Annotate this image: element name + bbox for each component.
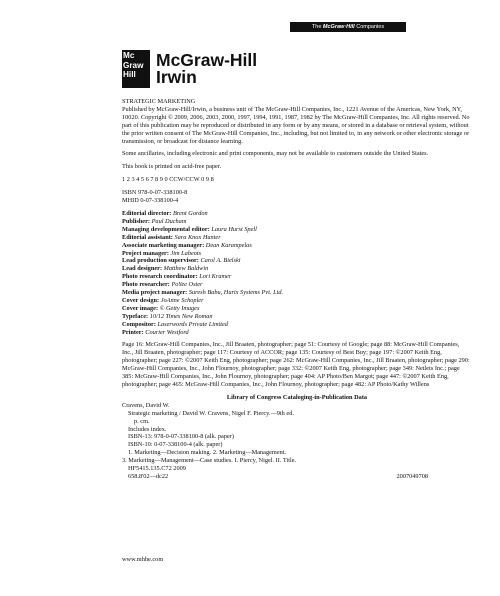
credit-label: Cover design: — [122, 296, 160, 304]
logo-mark-line3: Hill — [123, 70, 136, 79]
cip-title: Library of Congress Cataloging-in-Publication Data — [226, 393, 368, 401]
credit-value: Laserwords Private Limited — [157, 320, 228, 328]
credit-row — [122, 289, 472, 297]
cip-line: ISBN-13: 978-0-07-338100-8 (alk. paper) — [128, 433, 234, 441]
cip-line: p. cm. — [134, 417, 150, 425]
logo-name-line2: Irwin — [156, 67, 197, 87]
credit-value: Sara Knox Hunter — [174, 233, 221, 241]
credit-value: JoAnne Schopler — [160, 296, 204, 304]
credit-row — [122, 242, 472, 250]
logo-wordmark — [156, 50, 257, 86]
cip-line: HF5415.135.C72 2009 — [128, 465, 186, 473]
credit-value: PoYee Oster — [171, 281, 203, 289]
credit-label: Editorial assistant: — [122, 233, 173, 241]
credit-row — [122, 265, 472, 273]
credit-label: Photo researcher: — [122, 281, 170, 289]
credit-label: Typeface: — [122, 312, 149, 320]
print-line: 1 2 3 4 5 6 7 8 9 0 CCW/CCW 0 9 8 — [122, 176, 214, 184]
cip-classification-row — [122, 473, 428, 481]
cip-line: ISBN-10: 0-07-338100-4 (alk. paper) — [128, 441, 223, 449]
credit-row — [122, 210, 472, 218]
credit-value: Suresh Babu, Hurix Systems Pvt. Ltd. — [188, 289, 284, 297]
credit-row — [122, 234, 472, 242]
credit-value: Dean Karampelas — [205, 241, 252, 249]
credit-value: Paul Ducham — [151, 217, 187, 225]
credit-row — [122, 250, 472, 258]
credit-value: Lori Kramer — [199, 273, 232, 281]
credit-label: Editorial director: — [122, 209, 172, 217]
credit-row — [122, 281, 472, 289]
website-url: www.mhhe.com — [122, 556, 164, 563]
book-title: STRATEGIC MARKETING — [122, 98, 196, 105]
banner-prefix: The — [311, 24, 323, 30]
cip-dewey: 658.8'02—dc22 — [128, 472, 169, 480]
acid-free-note: This book is printed on acid-free paper. — [122, 163, 222, 171]
banner-suffix: Companies — [354, 24, 385, 30]
photo-credits: Page 16: McGraw-Hill Companies, Inc., Jill Braaten, photographer; page 51: Courtesy of Google; page 88: McGraw-Hill Companies, Inc., Jill Braaten, photographer; page 117: Courtesy of ACCOR; page 135: Courtesy of Best Buy; page 197: ©2007 Keith Eng, photographer; page 227: ©2007 Keith Eng, photographer; page 262: McGraw-Hill Companies, Inc., Jill Braaten, photographer; page 290: McGraw-Hill Companies, Inc., John Flournoy, photographer; page 332: ©2007 Keith Eng, photographer; page 349: Netlets Inc.; page 385: McGraw-Hill Companies, Inc., John Flournoy, photographer; page 404: AP Photo/Ben Margot; page 447: ©2007 Keith Eng, photographer; page 465: McGraw-Hill Companies, Inc., John Flournoy, photographer; page 482: AP Photo/Kathy Willens — [122, 341, 470, 388]
logo-name-line1: McGraw-Hill — [156, 50, 258, 70]
credit-label: Project manager: — [122, 249, 169, 257]
credits-list — [122, 210, 472, 337]
credit-value: Brent Gordon — [172, 209, 208, 217]
credit-row — [122, 226, 472, 234]
cip-line: 3. Marketing—Management—Case studies. I. Piercy, Nigel. II. Title. — [122, 457, 297, 465]
credit-label: Printer: — [122, 328, 144, 336]
credit-value: Jim Labeots — [170, 249, 202, 257]
logo-mark — [122, 50, 150, 88]
credit-value: Courier Westford — [145, 328, 189, 336]
credit-value: Laura Hurst Spell — [211, 225, 257, 233]
credit-label: Managing developmental editor: — [122, 225, 210, 233]
credit-row — [122, 273, 472, 281]
credit-value: Carol A. Bielski — [200, 257, 241, 265]
credit-row — [122, 313, 472, 321]
logo-mark-line2: Graw — [123, 60, 144, 70]
credit-label: Cover image: — [122, 304, 159, 312]
credit-value: Matthew Baldwin — [163, 265, 209, 273]
cip-line: 1. Marketing—Decision making. 2. Marketing—Management. — [128, 449, 287, 457]
banner-brand: McGraw·Hill — [322, 24, 355, 30]
credit-value: 10/12 Times New Roman — [149, 312, 213, 320]
cip-line: Strategic marketing / David W. Cravens, Nigel F. Piercy.—9th ed. — [128, 409, 294, 417]
cip-author: Cravens, David W. — [122, 401, 170, 409]
isbn: ISBN 978-0-07-338100-8 — [122, 189, 188, 197]
credit-label: Lead production supervisor: — [122, 257, 199, 265]
credit-label: Associate marketing manager: — [122, 241, 205, 249]
mhid: MHID 0-07-338100-4 — [122, 197, 179, 205]
publisher-paragraph: Published by McGraw-Hill/Irwin, a business unit of The McGraw-Hill Companies, Inc., 1221 Avenue of the Americas, New York, NY, 10020. Copyright © 2009, 2006, 2003, 2000, 1997, 1994, 1991, 1987, 1982 by The McGraw-Hill Companies, Inc. All rights reserved. No part of this publication may be reproduced or distributed in any form or by any means, or stored in a database or retrieval system, without the prior written consent of The McGraw-Hill Companies, Inc., including, but not limited to, in any network or other electronic storage or transmission, or broadcast for distance learning. — [122, 105, 470, 145]
credit-label: Photo research coordinator: — [122, 273, 198, 281]
ancillaries-note: Some ancillaries, including electronic and print components, may not be available to customers outside the United States. — [122, 150, 429, 158]
credit-row — [122, 257, 472, 265]
cip-data — [122, 394, 472, 481]
cip-line: Includes index. — [128, 425, 167, 433]
credit-label: Publisher: — [122, 217, 150, 225]
publisher-banner — [290, 22, 406, 32]
cip-lccn: 2007049708 — [396, 472, 428, 480]
credit-row — [122, 321, 472, 329]
credit-row — [122, 297, 472, 305]
credit-label: Compositor: — [122, 320, 156, 328]
credit-row — [122, 329, 472, 337]
copyright-content — [122, 98, 472, 481]
credit-value: © Getty Images — [159, 304, 200, 312]
credit-label: Lead designer: — [122, 265, 163, 273]
logo-mark-line1: Mc — [123, 51, 135, 60]
credit-row — [122, 305, 472, 313]
mcgraw-hill-irwin-logo — [122, 50, 257, 88]
credit-row — [122, 218, 472, 226]
credit-label: Media project manager: — [122, 289, 188, 297]
